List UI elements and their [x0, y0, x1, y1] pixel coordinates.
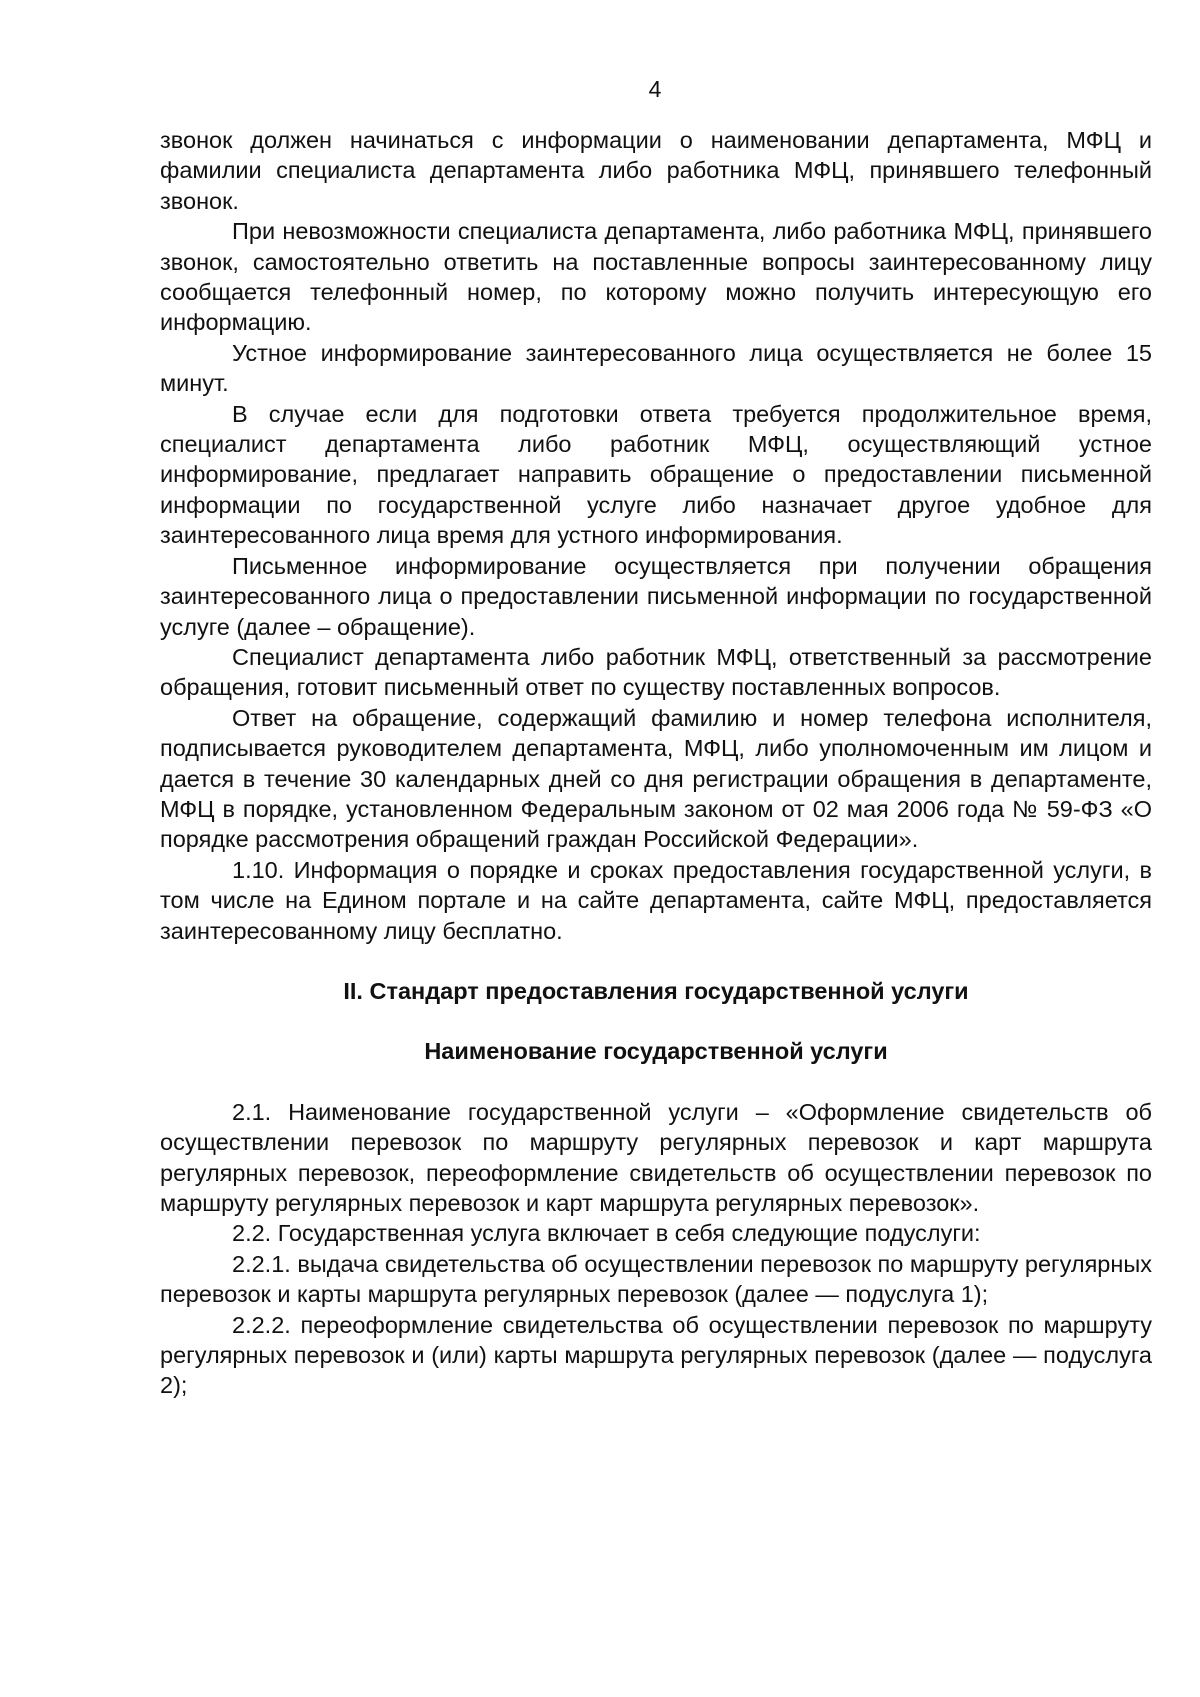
paragraph: Ответ на обращение, содержащий фамилию и номер телефона исполнителя, подписывается руководителем департамента, МФЦ, либо уполномоченным им лицом и дается в течение 30 календарных дней со дня регистрации обращения в департаменте, МФЦ в порядке, установленном Федеральным законом от 02 мая 2006 года № 59-ФЗ «О порядке рассмотрения обращений граждан Российской Федерации».: [160, 704, 1152, 853]
paragraph: 2.2.2. переоформление свидетельства об осуществлении перевозок по маршруту регулярных перевозок и (или) карты маршрута регулярных перевозок (далее — подуслуга 2);: [160, 1311, 1152, 1399]
paragraph: Письменное информирование осуществляется при получении обращения заинтересованного лица о предоставлении письменной информации по государственной услуге (далее – обращение).: [160, 552, 1152, 640]
paragraph: 2.2. Государственная услуга включает в себя следующие подуслуги:: [232, 1220, 981, 1247]
paragraph: 2.2.1. выдача свидетельства об осуществлении перевозок по маршруту регулярных перевозок и карты маршрута регулярных перевозок (далее — подуслуга 1);: [160, 1250, 1152, 1308]
section-heading: II. Стандарт предоставления государственной услуги: [343, 977, 969, 1004]
page-number: 4: [648, 76, 662, 102]
subsection-heading: Наименование государственной услуги: [424, 1038, 888, 1065]
paragraph: При невозможности специалиста департамента, либо работника МФЦ, принявшего звонок, самостоятельно ответить на поставленные вопросы заинтересованному лицу сообщается телефонный номер, по которому можно получить интересующую его информацию.: [160, 218, 1152, 336]
paragraph: 2.1. Наименование государственной услуги – «Оформление свидетельств об осуществлении перевозок по маршруту регулярных перевозок и карт маршрута регулярных перевозок, переоформление свидетельств об осуществлении перевозок по маршруту регулярных перевозок и карт маршрута регулярных перевозок».: [160, 1098, 1152, 1216]
paragraph: В случае если для подготовки ответа требуется продолжительное время, специалист департамента либо работник МФЦ, осуществляющий устное информирование, предлагает направить обращение о предоставлении письменной информации по государственной услуге либо назначает другое удобное для заинтересованного лица время для устного информирования.: [160, 400, 1152, 549]
paragraph: Специалист департамента либо работник МФЦ, ответственный за рассмотрение обращения, готовит письменный ответ по существу поставленных вопросов.: [160, 643, 1152, 701]
paragraph: 1.10. Информация о порядке и сроках предоставления государственной услуги, в том числе на Едином портале и на сайте департамента, сайте МФЦ, предоставляется заинтересованному лицу бесплатно.: [160, 856, 1152, 944]
paragraph: звонок должен начинаться с информации о наименовании департамента, МФЦ и фамилии специалиста департамента либо работника МФЦ, принявшего телефонный звонок.: [160, 127, 1152, 214]
paragraph: Устное информирование заинтересованного лица осуществляется не более 15 минут.: [160, 339, 1152, 397]
document-body: [160, 125, 1152, 1401]
